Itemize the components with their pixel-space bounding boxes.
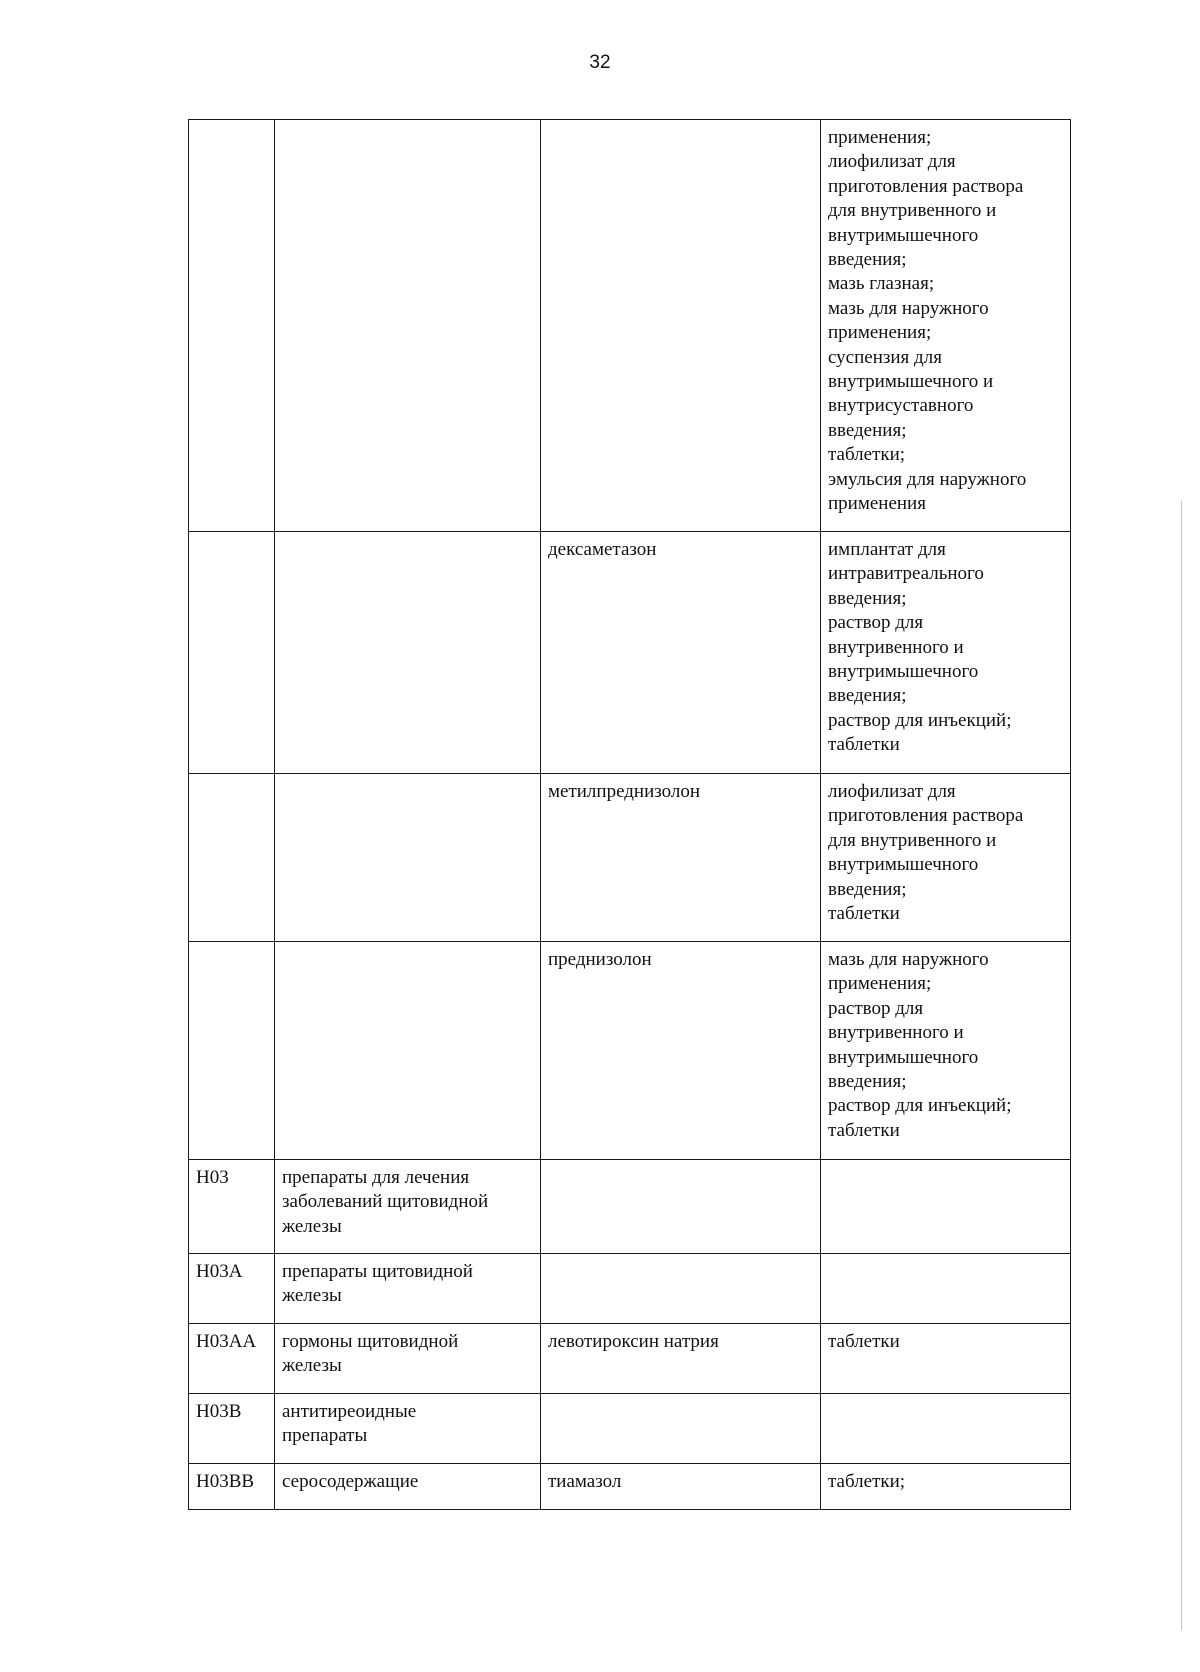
dosage-forms-cell: лиофилизат для приготовления раствора для внутривенного и внутримышечного введения; таблетки [821, 774, 1071, 942]
atc-code-cell: H03AA [189, 1324, 275, 1394]
dosage-forms-cell [821, 1160, 1071, 1254]
group-name-cell: антитиреоидные препараты [275, 1394, 541, 1464]
atc-code-cell [189, 942, 275, 1160]
group-name-cell [275, 774, 541, 942]
drug-name-cell: преднизолон [541, 942, 821, 1160]
group-name-cell [275, 532, 541, 774]
dosage-forms-cell: таблетки; [821, 1464, 1071, 1510]
drug-name-cell [541, 1160, 821, 1254]
atc-code-cell [189, 120, 275, 532]
drug-name-cell: метилпреднизолон [541, 774, 821, 942]
dosage-forms-cell: мазь для наружного применения; раствор для внутривенного и внутримышечного введения; раствор для инъекций; таблетки [821, 942, 1071, 1160]
dosage-forms-cell [821, 1394, 1071, 1464]
dosage-forms-cell: применения; лиофилизат для приготовления раствора для внутривенного и внутримышечного введения; мазь глазная; мазь для наружного применения; суспензия для внутримышечного и внутрисуставного введения; таблетки; эмульсия для наружного применения [821, 120, 1071, 532]
scan-edge-line [1181, 500, 1182, 1630]
table-row [189, 120, 1071, 532]
drug-list-table [188, 119, 1071, 1510]
table-row [189, 774, 1071, 942]
table-row [189, 1160, 1071, 1254]
table-row [189, 1464, 1071, 1510]
drug-name-cell: тиамазол [541, 1464, 821, 1510]
dosage-forms-cell: имплантат для интравитреального введения; раствор для внутривенного и внутримышечного введения; раствор для инъекций; таблетки [821, 532, 1071, 774]
drug-name-cell [541, 120, 821, 532]
atc-code-cell: H03A [189, 1254, 275, 1324]
table-row [189, 532, 1071, 774]
atc-code-cell [189, 532, 275, 774]
drug-name-cell [541, 1394, 821, 1464]
drug-name-cell: дексаметазон [541, 532, 821, 774]
group-name-cell: препараты для лечения заболеваний щитовидной железы [275, 1160, 541, 1254]
group-name-cell: гормоны щитовидной железы [275, 1324, 541, 1394]
drug-name-cell: левотироксин натрия [541, 1324, 821, 1394]
table-row [189, 1254, 1071, 1324]
group-name-cell: препараты щитовидной железы [275, 1254, 541, 1324]
table-row [189, 942, 1071, 1160]
group-name-cell [275, 942, 541, 1160]
group-name-cell [275, 120, 541, 532]
atc-code-cell: H03BB [189, 1464, 275, 1510]
table-row [189, 1324, 1071, 1394]
drug-name-cell [541, 1254, 821, 1324]
atc-code-cell: H03B [189, 1394, 275, 1464]
group-name-cell: серосодержащие [275, 1464, 541, 1510]
dosage-forms-cell [821, 1254, 1071, 1324]
atc-code-cell: H03 [189, 1160, 275, 1254]
page-number: 32 [589, 52, 611, 73]
table-row [189, 1394, 1071, 1464]
dosage-forms-cell: таблетки [821, 1324, 1071, 1394]
atc-code-cell [189, 774, 275, 942]
